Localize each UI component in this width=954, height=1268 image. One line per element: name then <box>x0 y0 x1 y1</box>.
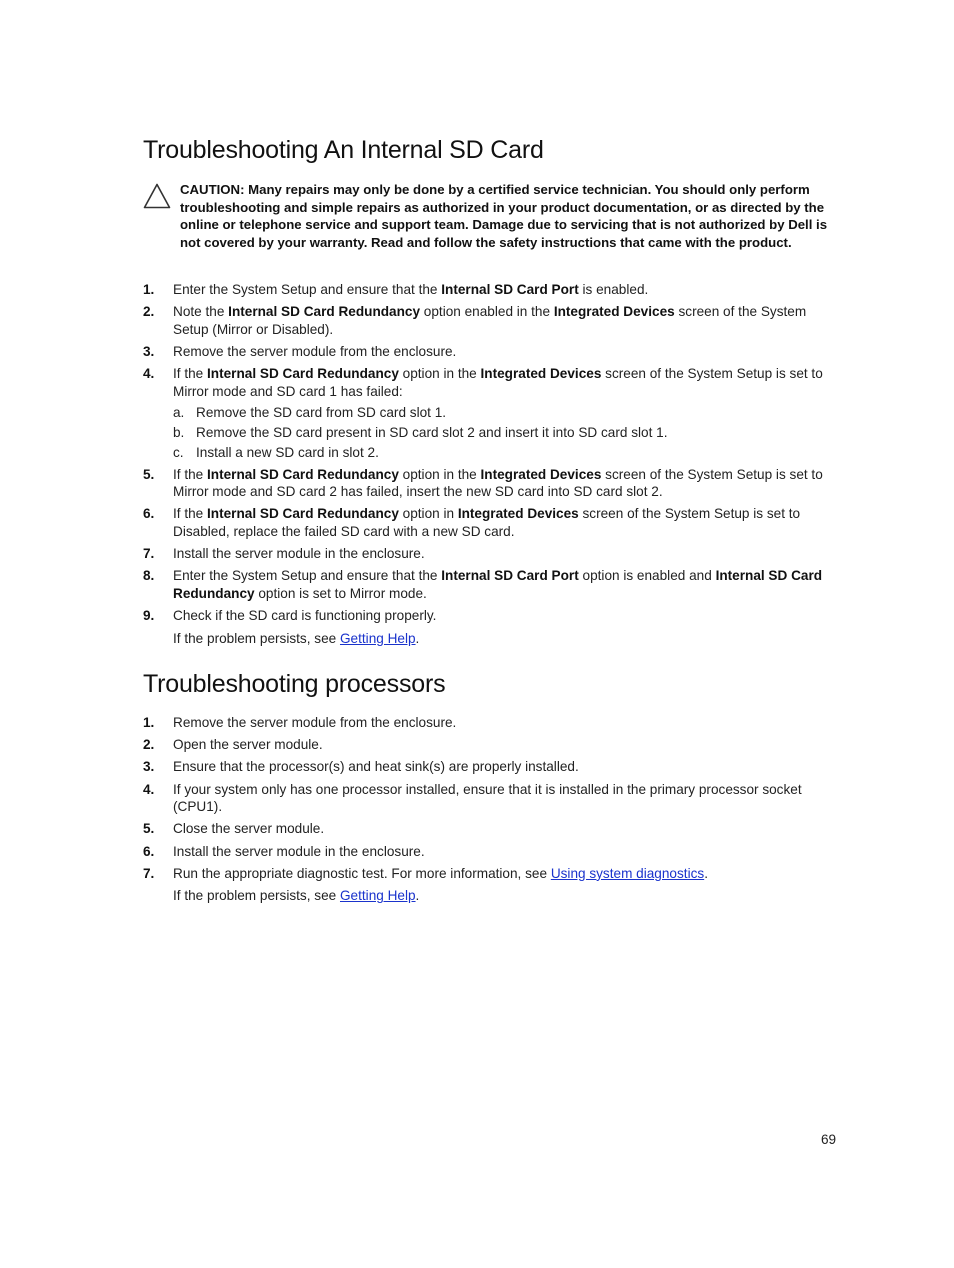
sub-step-letter: c. <box>173 444 184 460</box>
step-number: 1. <box>143 715 155 730</box>
sub-step-text: Remove the SD card present in SD card slot 2 and insert it into SD card slot 1. <box>196 424 668 440</box>
step-text: is enabled. <box>578 282 649 297</box>
step-text: Remove the server module from the enclosure. <box>173 715 457 730</box>
list-item <box>143 758 833 776</box>
sub-step-text: Install a new SD card in slot 2. <box>196 444 379 460</box>
problem-persists-note <box>173 630 833 648</box>
step-text: Close the server module. <box>173 821 325 837</box>
note-text: If the problem persists, see <box>173 630 340 646</box>
section-title-processors: Troubleshooting processors <box>143 670 446 698</box>
step-text: If the <box>173 366 208 382</box>
step-bold: Internal SD Card Redundancy <box>173 568 823 601</box>
step-text: Install the server module in the enclosure. <box>173 546 425 562</box>
step-bold: Integrated Devices <box>553 304 675 320</box>
step-text: screen of the System Setup (Mirror or Disabled). <box>173 304 807 337</box>
sub-list-item <box>173 424 833 441</box>
step-text: Check if the SD card is functioning properly. <box>173 608 437 624</box>
step-bold: Internal SD Card Port <box>441 282 579 297</box>
list-item <box>143 545 833 563</box>
step-number: 4. <box>143 366 155 382</box>
list-item <box>143 865 833 905</box>
getting-help-link[interactable]: Getting Help <box>339 630 416 646</box>
sd-card-steps <box>143 281 833 652</box>
step-text: option enabled in the <box>420 304 554 320</box>
caution-notice <box>143 181 833 251</box>
caution-triangle-icon <box>143 183 171 209</box>
sub-step-letter: b. <box>173 424 185 440</box>
list-item <box>143 781 833 816</box>
step-text: If the <box>173 506 208 522</box>
step-number: 4. <box>143 781 155 797</box>
step-text: option in <box>398 506 458 522</box>
page-number: 69 <box>821 1132 837 1147</box>
step-text: option in the <box>398 466 481 482</box>
step-number: 2. <box>143 304 155 320</box>
step-number: 5. <box>143 821 155 837</box>
step-text: option is enabled and <box>578 568 716 584</box>
step-number: 7. <box>143 546 155 562</box>
step-text: Ensure that the processor(s) and heat sink(s) are properly installed. <box>173 759 579 775</box>
step-bold: Internal SD Card Redundancy <box>207 366 399 382</box>
caution-text: CAUTION: Many repairs may only be done by a certified service technician. You should only perform troubleshooting and simple repairs as authorized in your product documentation, or as directed by the online or telephone service and support team. Damage due to servicing that is not authorized by Dell is not covered by your warranty. Read and follow the safety instructions that came with the product. <box>180 182 828 250</box>
step-text: Run the appropriate diagnostic test. For more information, see <box>173 865 551 881</box>
step-text: screen of the System Setup is set to Mirror mode and SD card 2 has failed, insert the new SD card into SD card slot 2. <box>173 466 823 500</box>
step-bold: Internal SD Card Redundancy <box>228 304 421 320</box>
note-end: . <box>415 630 420 646</box>
step-text: screen of the System Setup is set to Mirror mode and SD card 1 has failed: <box>173 366 823 399</box>
step-number: 7. <box>143 865 155 881</box>
step-number: 6. <box>143 506 155 522</box>
list-item <box>143 505 833 540</box>
step-text: Remove the server module from the enclosure. <box>173 343 457 359</box>
step-text: option in the <box>398 366 481 382</box>
list-item <box>143 607 833 647</box>
getting-help-link[interactable]: Getting Help <box>339 888 416 904</box>
list-item <box>143 365 833 461</box>
step-text: option is set to Mirror mode. <box>254 585 427 601</box>
step-text: Install the server module in the enclosure. <box>173 843 425 859</box>
step-text: Note the <box>173 304 229 320</box>
list-item <box>143 567 833 602</box>
sub-list-item <box>173 444 833 461</box>
list-item <box>143 736 833 754</box>
step-text: If your system only has one processor installed, ensure that it is installed in the primary processor socket (CPU1). <box>173 781 802 815</box>
note-end: . <box>415 888 420 904</box>
list-item <box>143 281 833 299</box>
using-system-diagnostics-link[interactable]: Using system diagnostics <box>550 865 705 881</box>
step-number: 5. <box>143 466 155 482</box>
sub-list-item <box>173 404 833 421</box>
step-text: screen of the System Setup is set to Disabled, replace the failed SD card with a new SD card. <box>173 506 801 539</box>
list-item <box>143 820 833 838</box>
step-bold: Integrated Devices <box>480 366 602 382</box>
step-bold: Integrated Devices <box>480 466 602 482</box>
section-title-sd-card: Troubleshooting An Internal SD Card <box>143 136 544 164</box>
sub-steps <box>173 404 833 461</box>
step-text: Enter the System Setup and ensure that the <box>173 282 442 297</box>
step-bold: Internal SD Card Redundancy <box>207 506 399 522</box>
step-number: 8. <box>143 568 155 584</box>
note-text: If the problem persists, see <box>173 888 340 904</box>
step-number: 3. <box>143 759 155 775</box>
sub-step-text: Remove the SD card from SD card slot 1. <box>196 405 447 421</box>
step-text: Enter the System Setup and ensure that the <box>173 568 442 584</box>
step-text: Open the server module. <box>173 737 323 753</box>
step-bold: Integrated Devices <box>457 506 579 522</box>
step-number: 6. <box>143 843 155 859</box>
step-number: 3. <box>143 343 155 359</box>
list-item <box>143 714 833 732</box>
processor-steps <box>143 714 833 910</box>
step-number: 2. <box>143 737 155 753</box>
sub-step-letter: a. <box>173 405 185 421</box>
step-bold: Internal SD Card Redundancy <box>207 466 399 482</box>
step-number: 9. <box>143 608 155 624</box>
problem-persists-note <box>173 887 833 905</box>
step-number: 1. <box>143 282 155 297</box>
step-text: If the <box>173 466 208 482</box>
list-item <box>143 843 833 861</box>
list-item <box>143 343 833 361</box>
list-item <box>143 303 833 338</box>
step-text: . <box>704 865 708 881</box>
step-bold: Internal SD Card Port <box>441 568 579 584</box>
list-item <box>143 466 833 501</box>
